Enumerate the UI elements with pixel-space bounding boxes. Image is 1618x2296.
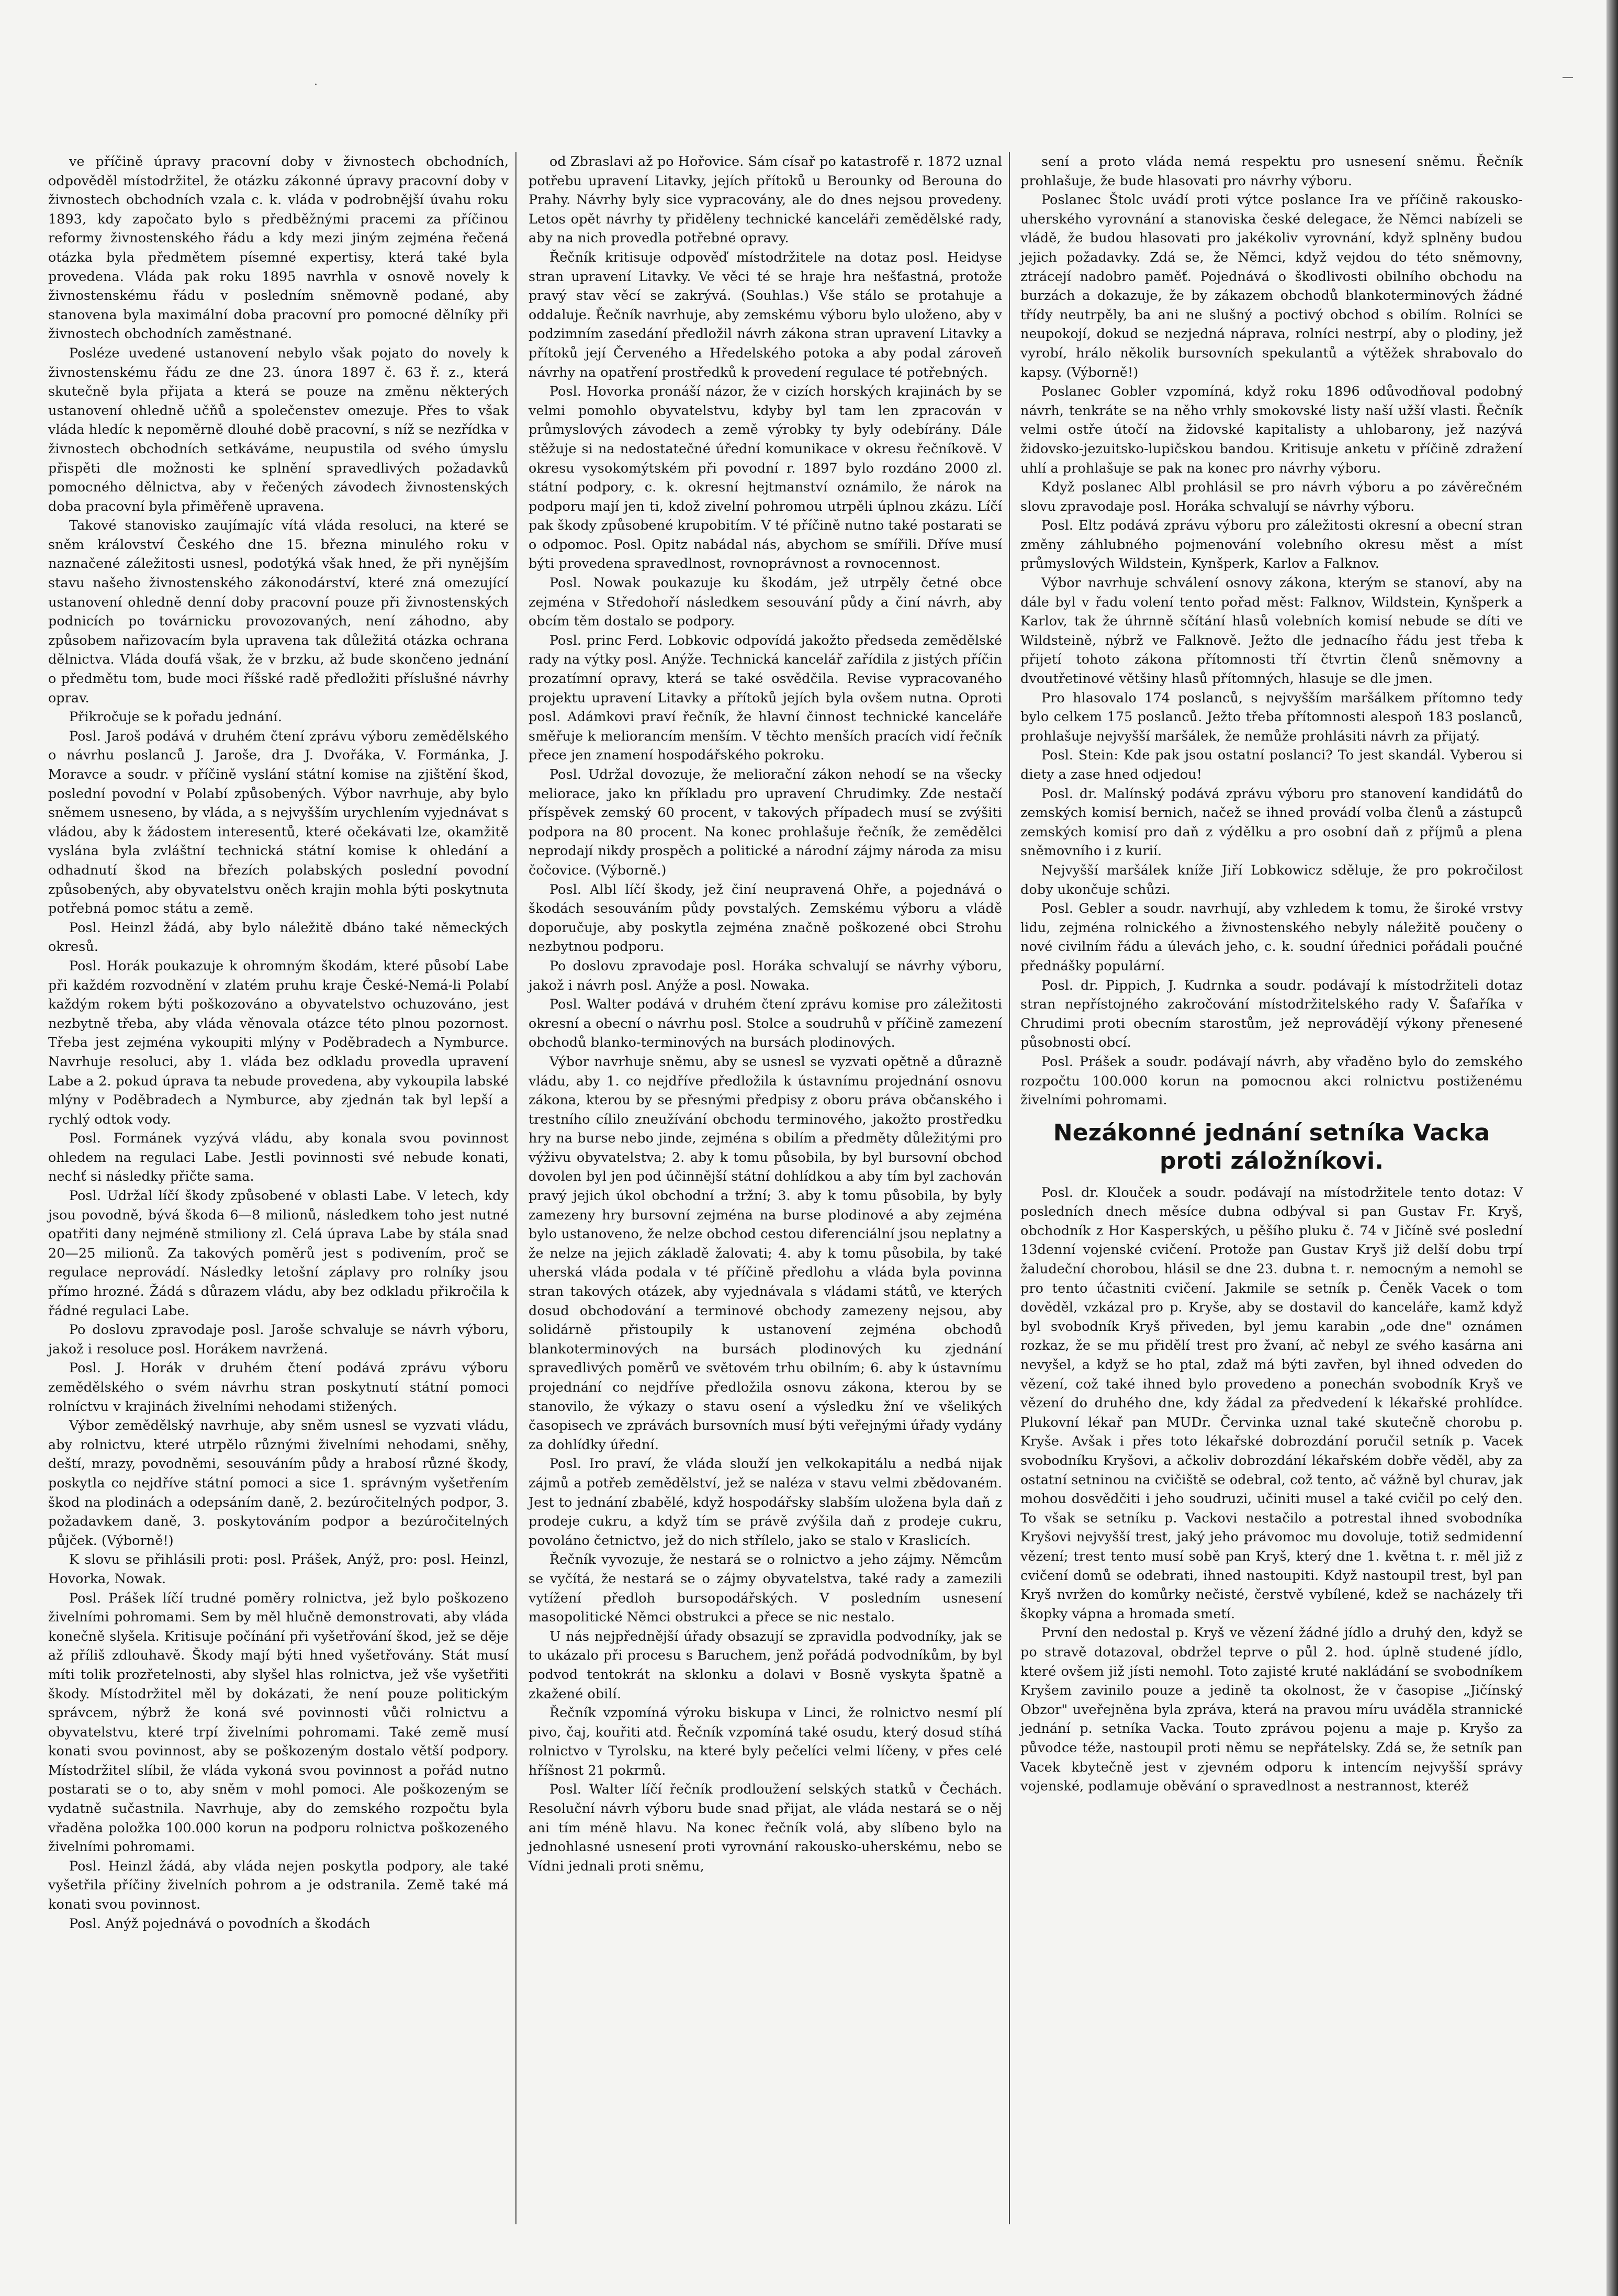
paragraph: Posl. Eltz podává zprávu výboru pro záležitosti okresní a obecní stran změny záhlubného pojmenování volebního okresu měst a míst průmyslových Wildstein, Kynšperk, Karlov a Falknov. [1020,517,1523,572]
paragraph: Posl. J. Horák v druhém čtení podává zprávu výboru zemědělského o svém návrhu stran poskytnutí státní pomoci rolníctvu v krajinách živelními nehodami stižených. [48,1360,509,1414]
article-headline: Nezákonné jednání setníka Vacka proti záložníkovi. [1053,1119,1490,1174]
paragraph: Posl. Heinzl žádá, aby bylo náležitě dbáno také německých okresů. [48,919,509,955]
paragraph: První den nedostal p. Kryš ve vězení žádné jídlo a druhý den, když se po stravě dotazoval, obdržel teprve o půl 2. hod. úplně studené jídlo, které ovšem již jísti nemohl. Toto zajisté kruté nakládání se svobodníkem Kryšem zavinilo pouze a jedině ta okolnost, že v časopise „Jičínský Obzor" uveřejněna byla zpráva, která na pravou míru uváděla strannické jednání p. setníka Vacka. Touto zprávou pojenu a maje p. Kryšo za původce téže, nastoupil proti němu se nepřátelsky. Zdá se, že setník pan Vacek kbytečně jest v zjevném odporu k intencím nejvyšší správy vojenské, podlamuje oběvání o spravedlnost a nestrannost, kteréž [1020,1625,1523,1794]
paragraph: Posl. Udržal líčí škody způsobené v oblasti Labe. V letech, kdy jsou povodně, bývá škoda 6—8 milionů, následkem toho jest nutné opatřiti dany nejméně stmiliony zl. Celá úprava Labe by stála snad 20—25 milionů. Za takových poměrů jest s podivením, proč se regulace neprovádí. Následky letošní záplavy pro rolníky jsou přímo hrozné. Žádá s důrazem vládu, aby bez odkladu přikročila k řádné regulaci Labe. [48,1188,509,1318]
page-scan-edge [1606,0,1618,2296]
paragraph: Posl. Horák poukazuje k ohromným škodám, které působí Labe při každém rozvodnění v zlatém pruhu kraje České-Nemá-li Polabí každým rokem býti poškozováno a obyvatelstvo ochuzováno, jest nezbytně třeba, aby vláda věnovala otázce této plnou pozornost. Třeba jest zejména vykoupiti mlýny v Poděbradech a Nymburce. Navrhuje resoluci, aby 1. vláda bez odkladu provedla upravení Labe a 2. pokud úprava ta nebude provedena, aby vykoupila labské mlýny v Poděbradech a Nymburce, aby zjednán tak byl lepší a rychlý odtok vody. [48,957,509,1127]
text-column-3-article [1020,1183,1523,1796]
paragraph: Posl. Jaroš podává v druhém čtení zprávu výboru zemědělského o návrhu poslanců J. Jaroše, dra J. Dvořáka, V. Formánka, J. Moravce a soudr. v příčině vyslání státní komise na zjištění škod, poslední povodní v Polabí způsobených. Výbor navrhuje, aby bylo sněmem usneseno, by vláda, a s nejvyšším urychlením vyjednávat s vládou, aby k žádostem interesentů, které očekávati lze, okamžitě vyslána byla zvláštní technická státní komise k ohledání a odhadnutí škod na březích polabských poslední povodní způsobených, aby obyvatelstvu oněch krajin mohla býti poskytnuta potřebná pomoc státu a země. [48,727,509,916]
paragraph: Posl. Udržal dovozuje, že meliorační zákon nehodí se na všecky meliorace, jako kn příkladu pro upravení Chrudimky. Zde nestačí příspěvek zemský 60 procent, v takových případech musí se zvýšiti podpora na 80 procent. Na konec prohlašuje řečník, že zemědělci neprodají nikdy prospěch a politické a národní zájmy národa za misu čočovice. (Výborně.) [529,766,1002,878]
paragraph: od Zbraslavi až po Hořovice. Sám císař po katastrofě r. 1872 uznal potřebu upravení Litavky, jejích přítoků u Berounky od Berouna do Prahy. Návrhy byly sice vypracovány, ale do dnes nejsou provedeny. Letos opět návrhy ty přiděleny technické kanceláři zemědělské rady, aby na nich provedla potřebné opravy. [529,153,1002,246]
paragraph: Posléze uvedené ustanovení nebylo však pojato do novely k živnostenskému řádu ze dne 23. února 1897 č. 63 ř. z., která skutečně byla přijata a která se pouze na změnu některých ustanovení ohledně učňů a společenstev omezuje. Přes to však vláda hledíc k nepoměrně dlouhé době pracovní, s níž se nezřídka v živnostech obchodních setkáváme, neupustila od svého úmyslu přispěti dle možnosti ke splnění spravedlivých požadavků pomocného dělnictva, aby v řečených závodech živnostenských doba pracovní byla přiměřeně upravena. [48,344,509,514]
paragraph: Posl. dr. Pippich, J. Kudrnka a soudr. podávají k místodržiteli dotaz stran nepřístojného zakročování místodržitelského rady V. Šafaříka v Chrudimi proti obecním starostům, jež neprovádějí výkony přenesené působnosti obcí. [1020,977,1523,1050]
paragraph: Takové stanovisko zaujímajíc vítá vláda resoluci, na které se sněm království Českého dne 15. března minulého roku v naznačené záležitosti usnesl, podotýká však hned, že při nynějším stavu našeho živnostenského zákonodárství, které zná omezující ustanovení ohledně denní doby pracovní pouze při živnostenských podnicích po továrnicku provozovaných, není záhodno, aby způsobem nařizovacím byla upravena tak důležitá otázka ochrana dělnictva. Vláda doufá však, že v brzku, až bude skončeno jednání o předmětu tom, bude moci říšské radě předložiti příslušné návrhy oprav. [48,517,509,705]
paragraph: Posl. Formánek vyzývá vládu, aby konala svou povinnost ohledem na regulaci Labe. Jestli povinnosti své nebude konati, nechť si následky přičte sama. [48,1130,509,1184]
column-rule-1 [515,152,516,2224]
paragraph: Řečník vyvozuje, že nestará se o rolnictvo a jeho zájmy. Němcům se vyčítá, že nestará se o zájmy obyvatelstva, také rady a zamezili vytížení předloh bursopodářských. V posledním usnesení masopolitické Němci obstrukci a přece se nic nestalo. [529,1551,1002,1625]
paragraph: Poslanec Štolc uvádí proti výtce poslance Ira ve příčině rakousko-uherského vyrovnání a stanoviska české delegace, že Němci nabízeli se vládě, že budou hlasovati pro jakékoliv vyrovnání, když splněny budou jejich požadavky. Zdá se, že Němci, když vejdou do této sněmovny, ztrácejí nadobro paměť. Pojednává o škodlivosti obilního obchodu na burzách a dokazuje, že by zákazem obchodů blankoterminových žádné třídy neutrpěly, ba ani ne slušný a poctivý obchod s obilím. Rolníci se neupokojí, dokud se nezjedná náprava, rolníci nestrpí, aby o plodiny, jež vyrobí, hrálo několik bursovních spekulantů a výtěžek shrabovalo do kapsy. (Výborně!) [1020,192,1523,380]
paragraph: Přikročuje se k pořadu jednání. [69,709,283,725]
paragraph: ve příčině úpravy pracovní doby v živnostech obchodních, odpověděl místodržitel, že otázku zákonné úpravy pracovní doby v živnostech obchodních vzala c. k. vláda v podrobnější úvahu roku 1893, kdy započato bylo s předběžnými pracemi za příčinou reformy živnostenského řádu a kdy mezi jiným zejména řečená otázka byla předmětem písemné expertisy, která také byla provedena. Vláda pak roku 1895 navrhla v osnově novely k živnostenskému řádu v posledním sněmovně podané, aby stanovena byla maximální doba pracovní pro pomocné dělníky při živnostech obchodních zaměstnané. [48,153,509,342]
paragraph: Posl. dr. Klouček a soudr. podávají na místodržitele tento dotaz: V posledních dnech měsíce dubna odbýval si pan Gustav Fr. Kryš, obchodník z Hor Kasperských, u pěšího pluku č. 74 v Jičíně své poslední 13denní vojenské cvičení. Protože pan Gustav Kryš již delší dobu trpí žaludeční chorobou, hlásil se dne 23. dubna t. r. nemocným a nemohl se pro tento účastniti cvičení. Jakmile se setník p. Čeněk Vacek o tom dověděl, vzkázal pro p. Kryše, aby se dostavil do kanceláře, kamž když byl svobodník Kryš přiveden, byl jemu karabin „ode dne" oznámen rozkaz, že se mu přidělí trest pro žvaní, ač nebyl ze svého kasárna ani nevyšel, a když se ho ptal, zdaž má býti zavřen, byl ihned odveden do vězení, což také ihned bylo provedeno a ponechán svobodník Kryš ve vězení do druhého dne, kdy žádal za předvedení k lékařské prohlídce. Plukovní lékař pan MUDr. Červinka uznal také skutečně chorobu p. Kryše. Avšak i přes toto lékařské dobrozdání poručil setník p. Vacek svobodníku Kryšovi, a ačkoliv dobrozdání lékařském dobře věděl, aby za ostatní setninou na cvičiště se odebral, což tento, ač vážně byl churav, jak mohou dosvědčiti i jeho soudruzi, učiniti musel a také cvičil po celý den. To však se setníku p. Vackovi nestačilo a potrestal ihned svobodníka Kryšovi nejvyšší trest, jaký jeho právomoc mu dovoluje, totiž sedmidenní vězení; trest tento musí sobě pan Kryš, který dne 1. května t. r. měl již z cvičení domů se odebrati, ihned nastoupiti. Když nastoupil trest, byl pan Kryš nvržen do komůrky nečisté, čerstvě vybílené, kdež se nacházely tři škopky vápna a hromada smetí. [1020,1184,1523,1621]
text-column-3-top [1020,152,1523,1110]
paragraph: Pro hlasovalo 174 poslanců, s nejvyšším maršálkem přítomno tedy bylo celkem 175 poslanců. Ježto třeba přítomnosti alespoň 183 poslanců, prohlašuje nejvyšší maršálek, že nemůže prohlásiti návrh za přijatý. [1020,689,1523,744]
paragraph: Posl. Albl líčí škody, jež činí neupravená Ohře, a pojednává o škodách sesouváním půdy povstalých. Zemskému výboru a vládě doporučuje, aby poskytla zejména značně poškozené obci Strohu nezbytnou podporu. [529,881,1002,955]
paragraph: Poslanec Gobler vzpomíná, když roku 1896 odůvodňoval podobný návrh, tenkráte se na něho vrhly smokovské listy naší užší vlasti. Řečník velmi ostře útočí na židovské kapitalisty a uhlobarony, jež nazývá židovsko-jezuitsko-lupičskou bandou. Kritisuje anketu v příčině zdražení uhlí a prohlašuje se pak na konec pro návrhy výboru. [1020,383,1523,476]
scan-corner-mark: — [1562,71,1574,84]
paragraph: Po doslovu zpravodaje posl. Horáka schvalují se návrhy výboru, jakož i návrh posl. Anýže a posl. Nowaka. [529,957,1002,993]
paragraph: Posl. Anýž pojednává o povodních a škodách [69,1915,370,1931]
paragraph: Výbor navrhuje schválení osnovy zákona, kterým se stanoví, aby na dále byl v řadu volení tento pořad měst: Falknov, Wildstein, Kynšperk a Karlov, tak že úhrnně sčítání hlasů volebních komisí nebude se díti ve Wildsteině, nýbrž ve Falknově. Ježto dle jednacího řádu jest třeba k přijetí tohoto zákona přítomnosti tří čtvrtin členů sněmovny a dvoutřetinové většiny hlasů přítomných, hlasuje se dle jmen. [1020,575,1523,687]
paragraph: Posl. Stein: Kde pak jsou ostatní poslanci? To jest skandál. Vyberou si diety a zase hned odjedou! [1020,747,1523,782]
paragraph: Posl. Prášek líčí trudné poměry rolnictva, jež bylo poškozeno živelními pohromami. Sem by měl hlučně demonstrovati, aby vláda konečně slyšela. Kritisuje počínání při vyšetřování škod, jež se děje až příliš zdlouhavě. Škody mají býti hned vyšetřovány. Stát musí míti tolik prozřetelnosti, aby slyšel hlas rolnictva, jež vše vyšetřiti škody. Místodržitel měl by dokázati, že není pouze politickým správcem, nýbrž že koná své povinnosti vůči rolnictvu a obyvatelstvu, které trpí živelními pohromami. Také země musí konati svou povinnost, aby se poškozeným dostalo větší podpory. Místodržitel slíbil, že vláda vykoná svou povinnost a pořád nutno postarati se o to, aby sněm v mohl pomoci. Ale poškozeným se vydatně sučastnila. Navrhuje, aby do zemského rozpočtu byla vřaděna položka 100.000 korun na podporu rolnictva poškozeného živelními pohromami. [48,1589,509,1855]
paragraph: Řečník vzpomíná výroku biskupa v Linci, že rolnictvo nesmí plí pivo, čaj, kouřiti atd. Řečník vzpomíná také osudu, který dosud stíhá rolnictvo v Tyrolsku, na které byly pečelíci velmi líčeny, v přes celé hříšnost 21 pokrmů. [529,1705,1002,1778]
paragraph: U nás nejpřednější úřady obsazují se zpravidla podvodníky, jak se to ukázalo při procesu s Baruchem, jenž pořádá podvodníkům, by byl podvod tentokrát na sklonku a dolavi v Bosně vyskyta špatně a zkažené obilí. [529,1628,1002,1701]
paragraph: Po doslovu zpravodaje posl. Jaroše schvaluje se návrh výboru, jakož i resoluce posl. Horákem navržená. [48,1321,509,1357]
text-column-2 [529,152,1002,1875]
text-column-3 [1020,152,1523,1796]
paragraph: Posl. Nowak poukazuje ku škodám, jež utrpěly četné obce zejména v Středohoří následkem sesouvání půdy a činí návrh, aby obcím těm dostalo se podpory. [529,575,1002,629]
paragraph: Řečník kritisuje odpověď místodržitele na dotaz posl. Heidyse stran upravení Litavky. Ve věci té se hraje hra nešťastná, protože pravý stav věcí se zakrývá. (Souhlas.) Vše stálo se protahuje a oddaluje. Řečník navrhuje, aby zemskému výboru bylo uloženo, aby v podzimním zasedání předložil návrh zákona stran upravení Litavky a přítoků její Červeného a Hředelského potoka a aby podal zároveň návrhy na opatření prostředků k provedení regulace té potřebných. [529,249,1002,380]
paragraph: Posl. Gebler a soudr. navrhují, aby vzhledem k tomu, že široké vrstvy lidu, zejména rolnického a živnostenského nebyly náležitě poučeny o nové civilním řádu a úlevách jeho, c. k. soudní úřednici pořádali poučné přednášky populární. [1020,900,1523,973]
column-rule-2 [1009,152,1010,2224]
paragraph: Když poslanec Albl prohlásil se pro návrh výboru a po závěrečném slovu zpravodaje posl. Horáka schvalují se návrhy výboru. [1020,479,1523,514]
paragraph: Posl. Prášek a soudr. podávají návrh, aby vřaděno bylo do zemského rozpočtu 100.000 korun na pomocnou akci rolnictvu postiženému živelními pohromami. [1020,1053,1523,1108]
text-column-1 [48,152,509,1933]
paragraph: Posl. Walter podává v druhém čtení zprávu komise pro záležitosti okresní a obecní o návrhu posl. Stolce a soudruhů v příčině zamezení obchodů blanko-terminových na bursách plodinových. [529,996,1002,1050]
paragraph: Výbor navrhuje sněmu, aby se usnesl se vyzvati opětně a důrazně vládu, aby 1. co nejdříve předložila k ústavnímu projednání osnovu zákona, kterou by se přesnými předpisy z oboru práva občanského i trestního cílilo zneužívání obchodu terminového, jakožto prostředku hry na burse nebo jinde, zejména s obilím a předměty důležitými pro výživu obyvatelstva; 2. aby k tomu působila, by byl bursovní obchod dovolen byl jen pod účinnější státní dohlídkou a aby tím byl zachován pravý jejich úkol obchodní a tržní; 3. aby k tomu působila, by byly zamezeny hry bursovní zejména na burse plodinové a aby zejména bylo ustanoveno, že nelze obchod cestou diferenciální jsou neplatny a že nelze na jejich základě žalovati; 4. aby k tomu působila, by také uherská vláda podala v té příčině předlohu a vláda byla povinna stran takových otázek, aby vyjednávala s vládami států, ve kterých dosud obchodování a terminové obchody zamezeny nejsou, aby solidárně přistoupily k ustanovení zejména obchodů blankoterminových na bursách plodinových ku zjednání spravedlivých poměrů ve světovém trhu obilním; 6. aby k ústavnímu projednání co nejdříve předložila osnovu zákona, kterou by se stanovilo, že výkazy o stavu osení a výsledku žní ve všelikých časopisech ve zprávách bursovních musí býti veřejnými úřady vydány za dohlídky úřední. [529,1053,1002,1452]
paragraph: Posl. dr. Malínský podává zprávu výboru pro stanovení kandidátů do zemských komisí bernich, načež se ihned provádí volba členů a zástupců zemských komisí pro daň z výdělku a pro osobní daň z příjmů a plena sněmovního i z kurií. [1020,785,1523,859]
paragraph: Nejvyšší maršálek kníže Jiří Lobkowicz sděluje, že pro pokročilost doby ukončuje schůzi. [1020,861,1523,897]
paragraph: Posl. Hovorka pronáší názor, že v cizích horských krajinách by se velmi pomohlo obyvatelstvu, kdyby byl tam len zpracován v průmyslových závodech a země výrobky ty byly odebírány. Dále stěžuje si na nedostatečné úřední komunikace v okresu řečníkově. V okresu vysokomýtském při povodní r. 1897 bylo rozdáno 2000 zl. státní podpory, c. k. okresní hejtmanství oznámilo, že nárok na podporu mají jen ti, kdož zivelní pohromou utrpěli úplnou zkázu. Líčí pak škody způsobené krupobitím. V té příčině nutno také postarati se o odpomoc. Posl. Opitz nabádal nás, abychom se smířili. Dříve musí býti provedena spravedlnost, rovnoprávnost a rovnocennost. [529,383,1002,572]
paragraph: Posl. Walter líčí řečník prodloužení selských statků v Čechách. Resoluční návrh výboru bude snad přijat, ale vláda nestará se o něj ani tím méně hlavu. Na konec řečník volá, aby slíbeno bylo na jednohlasné usnesení proti vyrovnání rakousko-uherskému, nebo se Vídni jednali proti sněmu, [529,1781,1002,1874]
paragraph: Posl. Iro praví, že vláda slouží jen velkokapitálu a nedbá nijak zájmů a potřeb zemědělství, jež se naléza v stavu velmi zbědovaném. Jest to jednání zbabělé, když hospodářsky slabším uložena byla daň z prodeje cukru, a když tím se právě zvýšila daň z prodeje cukru, povoláno četnictvo, jež do nich střílelo, jako se stalo v Kraslicích. [529,1455,1002,1548]
paragraph: sení a proto vláda nemá respektu pro usnesení sněmu. Řečník prohlašuje, že bude hlasovati pro návrhy výboru. [1020,153,1523,188]
paragraph: K slovu se přihlásili proti: posl. Prášek, Anýž, pro: posl. Heinzl, Hovorka, Nowak. [48,1551,509,1586]
scan-speck: · [314,79,318,92]
paragraph: Výbor zemědělský navrhuje, aby sněm usnesl se vyzvati vládu, aby rolnictvu, které utrpělo různými živelními nehodami, sněhy, deští, mrazy, povodněmi, sesouváním půdy a hrabosí různé škody, poskytla co nejdříve státní pomoci a sice 1. správným vyšetřením škod na plodinách a odepsáním daně, 2. bezúročitelných podpor, 3. požadavkem daně, 3. poskytováním podpor a bezúročitelných půjček. (Výborně!) [48,1417,509,1548]
paragraph: Posl. princ Ferd. Lobkovic odpovídá jakožto předseda zemědělské rady na výtky posl. Anýže. Technická kancelář zařídila z jistých příčin prozatímní opravy, která se také osvědčila. Revise vypracovaného projektu upravení Litavky a přítoků jejích byla ovšem nutna. Oproti posl. Adámkovi praví řečník, že hlavní činnost technické kanceláře směřuje k meliorancím menším. V těchto menších pracích vidí řečník přece jen znamení hospodářského pokroku. [529,632,1002,763]
paragraph: Posl. Heinzl žádá, aby vláda nejen poskytla podpory, ale také vyšetřila příčiny živelních pohrom a je odstranila. Země také má konati svou povinnost. [48,1857,509,1912]
